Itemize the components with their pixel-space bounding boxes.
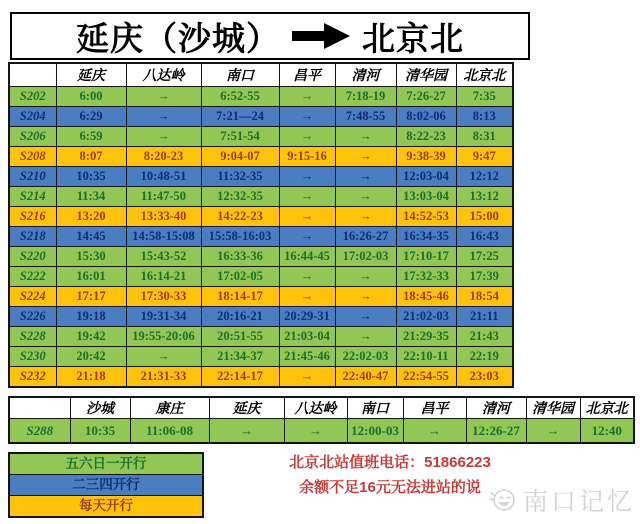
- time-cell: 17:02-03: [335, 247, 396, 267]
- train-number: S208: [9, 147, 56, 167]
- time-cell: 11:47-50: [126, 187, 201, 207]
- pass-through-arrow: →: [335, 287, 396, 307]
- train-number: S204: [9, 107, 56, 127]
- time-cell: 9:15-16: [279, 147, 335, 167]
- pass-through-arrow: →: [335, 267, 396, 287]
- time-cell: 8:22-23: [396, 127, 456, 147]
- pass-through-arrow: →: [279, 107, 335, 127]
- train-number: S232: [9, 367, 56, 388]
- pass-through-arrow: →: [526, 419, 580, 444]
- time-cell: 7:18-19: [335, 87, 396, 107]
- time-cell: 8:13: [456, 107, 513, 127]
- pass-through-arrow: →: [403, 419, 466, 444]
- train-row-S206: [9, 127, 513, 147]
- time-cell: 22:02-03: [335, 347, 396, 367]
- legend: [8, 452, 204, 518]
- station-header: 北京北: [580, 397, 634, 419]
- time-cell: 7:48-55: [335, 107, 396, 127]
- header-row: [9, 397, 634, 419]
- train-row-S232: [9, 367, 513, 388]
- train-number: S218: [9, 227, 56, 247]
- station-header: 清华园: [396, 63, 456, 87]
- time-cell: 15:30: [56, 247, 126, 267]
- station-header: 沙城: [70, 397, 130, 419]
- station-header: 昌平: [279, 63, 335, 87]
- time-cell: 8:07: [56, 147, 126, 167]
- time-cell: 17:25: [456, 247, 513, 267]
- time-cell: 21:02-03: [396, 307, 456, 327]
- corner-cell: [9, 63, 56, 87]
- time-cell: 20:29-31: [279, 307, 335, 327]
- pass-through-arrow: →: [279, 187, 335, 207]
- notice-balance-line: 余额不足16元无法进站的说: [299, 479, 481, 496]
- train-number: S214: [9, 187, 56, 207]
- time-cell: 9:47: [456, 147, 513, 167]
- time-cell: 18:45-46: [396, 287, 456, 307]
- time-cell: 20:51-55: [201, 327, 279, 347]
- time-cell: 12:32-35: [201, 187, 279, 207]
- time-cell: 9:38-39: [396, 147, 456, 167]
- time-cell: 21:03-04: [279, 327, 335, 347]
- train-number: S288: [9, 419, 70, 444]
- train-row-S224: [9, 287, 513, 307]
- time-cell: 17:39: [456, 267, 513, 287]
- time-cell: 15:43-52: [126, 247, 201, 267]
- time-cell: 12:26-27: [466, 419, 526, 444]
- train-row-S210: [9, 167, 513, 187]
- time-cell: 9:04-07: [201, 147, 279, 167]
- time-cell: 19:55-20:06: [126, 327, 201, 347]
- time-cell: 22:14-17: [201, 367, 279, 388]
- station-header: 昌平: [403, 397, 466, 419]
- station-header: 康庄: [130, 397, 209, 419]
- station-header: 延庆: [56, 63, 126, 87]
- time-cell: 8:02-06: [396, 107, 456, 127]
- time-cell: 15:00: [456, 207, 513, 227]
- pass-through-arrow: →: [335, 187, 396, 207]
- train-row-S214: [9, 187, 513, 207]
- time-cell: 15:58-16:03: [201, 227, 279, 247]
- pass-through-arrow: →: [335, 307, 396, 327]
- pass-through-arrow: →: [335, 327, 396, 347]
- station-header: 八达岭: [284, 397, 347, 419]
- time-cell: 6:52-55: [201, 87, 279, 107]
- pass-through-arrow: →: [126, 127, 201, 147]
- notice-block: [274, 450, 506, 500]
- time-cell: 14:52-53: [396, 207, 456, 227]
- pass-through-arrow: →: [335, 147, 396, 167]
- pass-through-arrow: →: [279, 227, 335, 247]
- time-cell: 21:34-37: [201, 347, 279, 367]
- pass-through-arrow: →: [126, 107, 201, 127]
- time-cell: 12:40: [580, 419, 634, 444]
- legend-item-blue: 二三四开行: [10, 474, 202, 495]
- corner-cell: [9, 397, 70, 419]
- train-number: S220: [9, 247, 56, 267]
- pass-through-arrow: →: [335, 167, 396, 187]
- train-row-S230: [9, 347, 513, 367]
- time-cell: 16:33-36: [201, 247, 279, 267]
- watermark: [488, 482, 635, 518]
- header-row: [9, 63, 513, 87]
- pass-through-arrow: →: [335, 127, 396, 147]
- train-row-S216: [9, 207, 513, 227]
- time-cell: 17:30-33: [126, 287, 201, 307]
- time-cell: 16:44-45: [279, 247, 335, 267]
- pass-through-arrow: →: [279, 287, 335, 307]
- time-cell: 17:32-33: [396, 267, 456, 287]
- shacheng-timetable: [8, 396, 635, 444]
- train-row-S226: [9, 307, 513, 327]
- pass-through-arrow: →: [279, 167, 335, 187]
- time-cell: 13:03-04: [396, 187, 456, 207]
- time-cell: 18:54: [456, 287, 513, 307]
- time-cell: 12:12: [456, 167, 513, 187]
- time-cell: 16:14-21: [126, 267, 201, 287]
- time-cell: 16:34-35: [396, 227, 456, 247]
- pass-through-arrow: →: [279, 267, 335, 287]
- station-header: 八达岭: [126, 63, 201, 87]
- time-cell: 12:00-03: [347, 419, 403, 444]
- pass-through-arrow: →: [279, 367, 335, 388]
- train-number: S216: [9, 207, 56, 227]
- time-cell: 21:43: [456, 327, 513, 347]
- title-from: 延庆（沙城）: [76, 19, 280, 57]
- train-row-S228: [9, 327, 513, 347]
- arrow-right-icon: [292, 23, 350, 49]
- time-cell: 8:20-23: [126, 147, 201, 167]
- time-cell: 16:01: [56, 267, 126, 287]
- time-cell: 14:22-23: [201, 207, 279, 227]
- time-cell: 14:45: [56, 227, 126, 247]
- time-cell: 21:11: [456, 307, 513, 327]
- station-header: 南口: [347, 397, 403, 419]
- pass-through-arrow: →: [279, 207, 335, 227]
- time-cell: 6:00: [56, 87, 126, 107]
- time-cell: 7:26-27: [396, 87, 456, 107]
- time-cell: 22:10-11: [396, 347, 456, 367]
- pass-through-arrow: →: [335, 207, 396, 227]
- train-row-S202: [9, 87, 513, 107]
- time-cell: 13:33-40: [126, 207, 201, 227]
- train-number: S202: [9, 87, 56, 107]
- legend-item-green: 五六日一开行: [10, 454, 202, 474]
- time-cell: 21:29-35: [396, 327, 456, 347]
- pass-through-arrow: →: [279, 127, 335, 147]
- time-cell: 23:03: [456, 367, 513, 388]
- time-cell: 20:42: [56, 347, 126, 367]
- train-number: S224: [9, 287, 56, 307]
- pass-through-arrow: →: [284, 419, 347, 444]
- train-number: S210: [9, 167, 56, 187]
- time-cell: 16:26-27: [335, 227, 396, 247]
- time-cell: 13:20: [56, 207, 126, 227]
- station-header: 清河: [335, 63, 396, 87]
- smiley-face-icon: [488, 485, 518, 515]
- notice-phone-line: 北京北站值班电话：51866223: [289, 454, 491, 471]
- time-cell: 10:35: [56, 167, 126, 187]
- time-cell: 21:45-46: [279, 347, 335, 367]
- time-cell: 10:35: [70, 419, 130, 444]
- station-header: 北京北: [456, 63, 513, 87]
- time-cell: 12:03-04: [396, 167, 456, 187]
- train-number: S222: [9, 267, 56, 287]
- train-row-S220: [9, 247, 513, 267]
- train-number: S228: [9, 327, 56, 347]
- train-row-S218: [9, 227, 513, 247]
- train-number: S226: [9, 307, 56, 327]
- time-cell: 16:43: [456, 227, 513, 247]
- time-cell: 6:29: [56, 107, 126, 127]
- time-cell: 19:18: [56, 307, 126, 327]
- train-number: S230: [9, 347, 56, 367]
- time-cell: 7:35: [456, 87, 513, 107]
- time-cell: 19:31-34: [126, 307, 201, 327]
- time-cell: 13:12: [456, 187, 513, 207]
- watermark-text: 南口记忆: [523, 488, 636, 516]
- main-timetable: [8, 62, 514, 388]
- train-number: S206: [9, 127, 56, 147]
- time-cell: 6:59: [56, 127, 126, 147]
- time-cell: 22:54-55: [396, 367, 456, 388]
- title-banner: [10, 12, 530, 60]
- time-cell: 10:48-51: [126, 167, 201, 187]
- station-header: 南口: [201, 63, 279, 87]
- time-cell: 17:17: [56, 287, 126, 307]
- time-cell: 11:06-08: [130, 419, 209, 444]
- time-cell: 17:02-05: [201, 267, 279, 287]
- train-row-S208: [9, 147, 513, 167]
- time-cell: 7:51-54: [201, 127, 279, 147]
- station-header: 清华园: [526, 397, 580, 419]
- legend-item-yellow: 每天开行: [10, 495, 202, 516]
- time-cell: 11:32-35: [201, 167, 279, 187]
- train-row-S288: [9, 419, 634, 444]
- time-cell: 8:31: [456, 127, 513, 147]
- station-header: 延庆: [209, 397, 284, 419]
- time-cell: 22:19: [456, 347, 513, 367]
- pass-through-arrow: →: [126, 347, 201, 367]
- time-cell: 22:40-47: [335, 367, 396, 388]
- station-header: 清河: [466, 397, 526, 419]
- time-cell: 19:42: [56, 327, 126, 347]
- time-cell: 7:21—24: [201, 107, 279, 127]
- train-row-S204: [9, 107, 513, 127]
- time-cell: 20:16-21: [201, 307, 279, 327]
- time-cell: 21:18: [56, 367, 126, 388]
- time-cell: 18:14-17: [201, 287, 279, 307]
- title-to: 北京北: [362, 19, 464, 57]
- pass-through-arrow: →: [126, 87, 201, 107]
- pass-through-arrow: →: [279, 87, 335, 107]
- pass-through-arrow: →: [209, 419, 284, 444]
- time-cell: 14:58-15:08: [126, 227, 201, 247]
- train-row-S222: [9, 267, 513, 287]
- time-cell: 17:10-17: [396, 247, 456, 267]
- time-cell: 11:34: [56, 187, 126, 207]
- time-cell: 21:31-33: [126, 367, 201, 388]
